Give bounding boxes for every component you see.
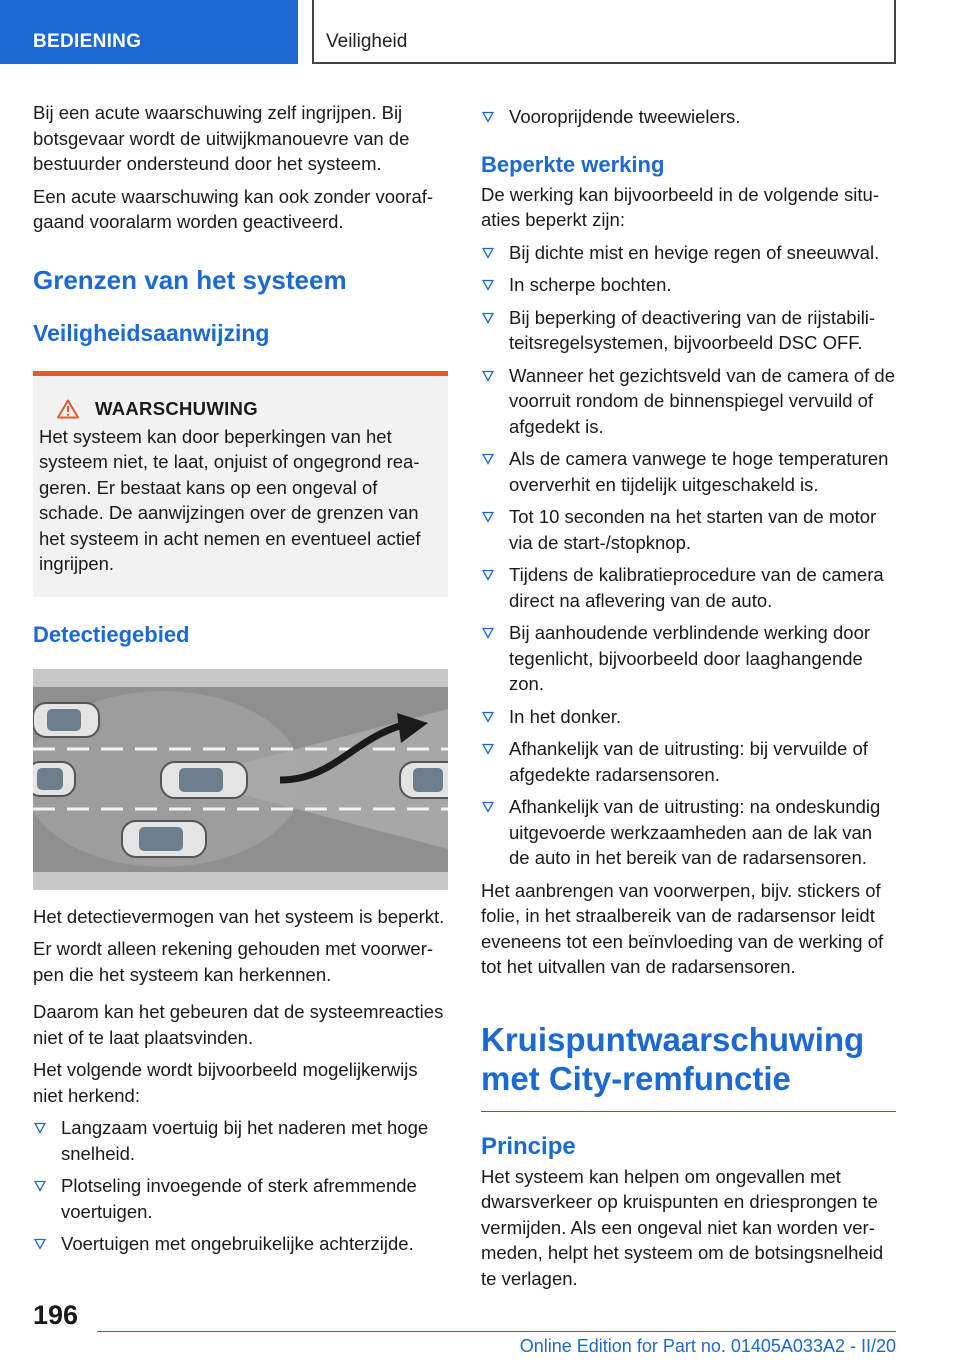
bullet-list [33,1115,448,1257]
triangle-bullet-icon [482,743,494,755]
footer-divider [97,1331,896,1332]
car-icon [400,762,448,798]
triangle-bullet-icon [482,511,494,523]
detection-area-illustration [33,669,448,890]
paragraph: De werking kan bijvoorbeeld in de volgende situaties beperkt zijn: [481,183,879,230]
warning-label: WAARSCHUWING [95,397,258,419]
triangle-bullet-icon [482,370,494,382]
list-item: Bij aanhoudende verblindende werking door tegenlicht, bijvoorbeeld door laaghangende zon. [481,620,896,697]
list-item: Als de camera vanwege te hoge temperaturen oververhit en tijdelijk uitgeschakeld is. [481,446,896,497]
paragraph: Daarom kan het gebeuren dat de systeemreacties niet of te laat plaatsvinden. [33,1001,444,1048]
paragraph: Het detectievermogen van het systeem is beperkt. [33,905,445,927]
triangle-bullet-icon [482,247,494,259]
triangle-bullet-icon [482,627,494,639]
triangle-bullet-icon [482,711,494,723]
list-item: Bij dichte mist en hevige regen of sneeuwval. [481,240,896,266]
list-item: In scherpe bochten. [481,272,896,298]
subsection-heading: Beperkte werking [481,151,665,177]
page-header-title: Veiligheid [312,0,896,64]
car-icon [161,762,247,798]
section-heading: Grenzen van het systeem [33,264,347,295]
triangle-bullet-icon [34,1238,46,1250]
paragraph: Het systeem kan helpen om ongevallen met dwarsverkeer op kruispunten en driesprongen te vermijden. Als een ongeval niet kan worden vermeden, helpt het systeem om de botsingsnelheid te verlagen. [481,1165,884,1289]
list-item: Afhankelijk van de uitrusting: bij vervuilde of afgedekte radarsensoren. [481,736,896,787]
paragraph: Het aanbrengen van voorwerpen, bijv. stickers of folie, in het straalbereik van de radarsensor leidt eveneens tot een beïnvloeding van de werking of tot het uitvallen van de radarsensoren. [481,879,884,977]
warning-header [57,398,440,420]
triangle-bullet-icon [482,111,494,123]
list-item: Plotseling invoegende of sterk afremmende voertuigen. [33,1173,448,1224]
triangle-bullet-icon [482,279,494,291]
list-item: Tot 10 seconden na het starten van de motor via de start-/stopknop. [481,504,896,555]
left-column [33,100,448,1264]
warning-box [33,371,448,597]
car-icon [122,821,206,857]
chapter-heading: Kruispuntwaarschuwing met City-remfunctie [481,1020,896,1112]
subsection-heading: Principe [481,1132,576,1160]
bullet-list [481,240,896,871]
warning-text: Het systeem kan door beperkingen van het systeem niet, te laat, onjuist of ongegrond reageren. Er bestaat kans op een ongeval of schade. De aanwijzingen over de grenzen van het systeem in acht nemen en eventueel actief ingrijpen. [39,425,421,574]
paragraph: Bij een acute waarschuwing zelf ingrijpen. Bij botsgevaar wordt de uitwijkmanouevre van de bestuurder ondersteund door het systeem. [33,102,410,174]
list-item: Afhankelijk van de uitrusting: na ondeskundig uitgevoerde werkzaamheden aan de lak van de auto in het bereik van de radarsensoren. [481,794,896,871]
car-icon [33,703,99,737]
paragraph: Een acute waarschuwing kan ook zonder voorafgaand vooralarm worden geactiveerd. [33,185,434,232]
list-item: In het donker. [481,704,896,730]
list-item: Tijdens de kalibratieprocedure van de camera direct na aflevering van de auto. [481,562,896,613]
list-item: Bij beperking of deactivering van de rijstabiliteitsregelsystemen, bijvoorbeeld DSC OFF. [481,305,896,356]
triangle-bullet-icon [482,569,494,581]
paragraph: Er wordt alleen rekening gehouden met voorwerpen die het systeem kan herkennen. [33,938,434,985]
list-item: Wanneer het gezichtsveld van de camera of de voorruit rondom de binnenspiegel vervuild of afgedekt is. [481,363,896,440]
bullet-list [481,104,896,130]
paragraph: Het volgende wordt bijvoorbeeld mogelijkerwijs niet herkend: [33,1059,418,1106]
triangle-bullet-icon [482,453,494,465]
edition-footer: Online Edition for Part no. 01405A033A2 - II/20 [519,1336,896,1356]
triangle-bullet-icon [34,1122,46,1134]
warning-triangle-icon [57,399,79,419]
subsection-heading: Veiligheidsaanwijzing [33,319,270,346]
page-number: 196 [33,1300,79,1330]
list-item: Langzaam voertuig bij het naderen met hoge snelheid. [33,1115,448,1166]
subsection-heading: Detectiegebied [33,621,190,647]
section-tab: BEDIENING [0,0,298,64]
triangle-bullet-icon [482,312,494,324]
right-column [481,104,896,1298]
car-icon [33,762,75,796]
triangle-bullet-icon [482,801,494,813]
triangle-bullet-icon [34,1180,46,1192]
list-item: Voertuigen met ongebruikelijke achterzijde. [33,1231,448,1257]
list-item: Vooroprijdende tweewielers. [481,104,896,130]
